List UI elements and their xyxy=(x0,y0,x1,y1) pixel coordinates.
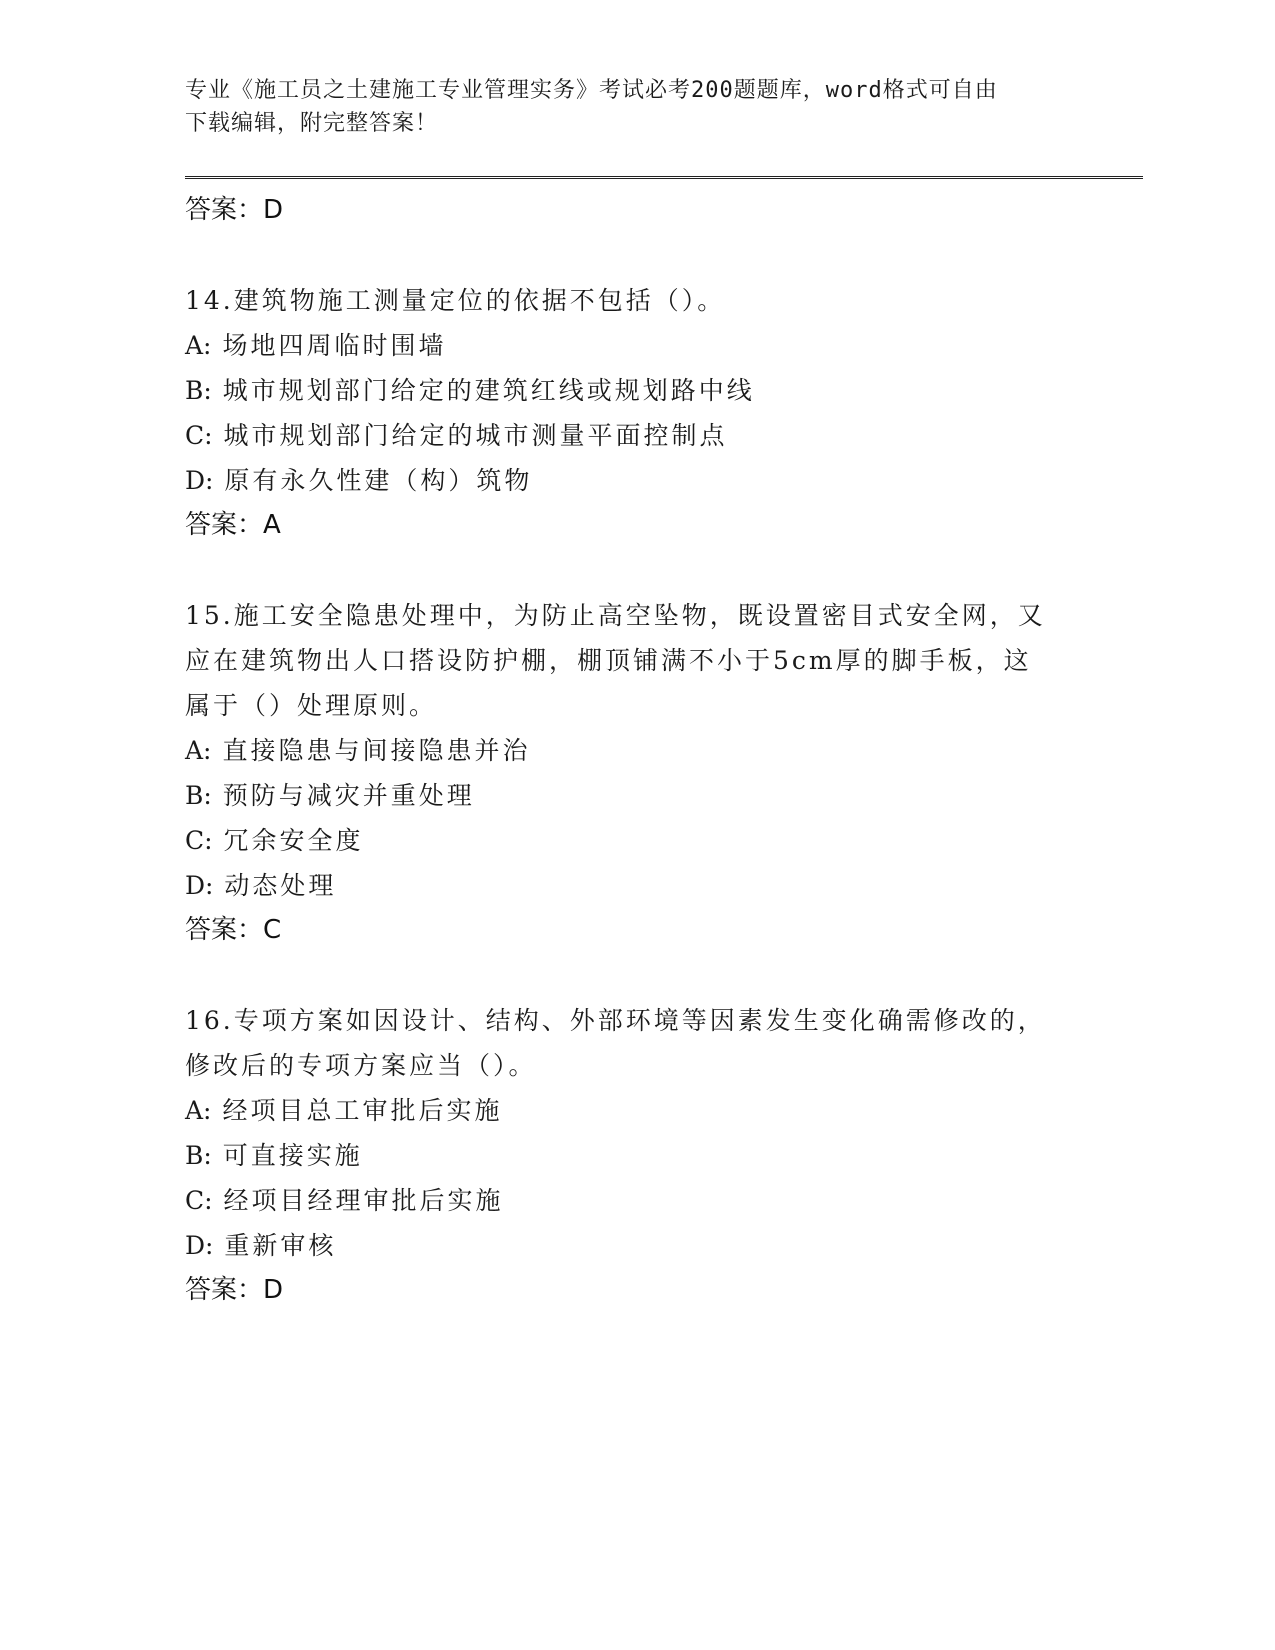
option-key: C: xyxy=(185,826,213,855)
option-b xyxy=(185,368,1085,413)
option-text: 重新审核 xyxy=(224,1231,337,1260)
option-key: D: xyxy=(185,466,214,495)
page-header xyxy=(185,74,1065,140)
option-c xyxy=(185,1178,1085,1223)
question-stem-line: 应在建筑物出人口搭设防护棚，棚顶铺满不小于5cm厚的脚手板，这 xyxy=(185,646,1032,675)
option-text: 原有永久性建（构）筑物 xyxy=(224,466,533,495)
option-b xyxy=(185,773,1085,818)
question-14 xyxy=(185,278,1085,547)
option-d xyxy=(185,1223,1085,1268)
question-stem-line: 15.施工安全隐患处理中，为防止高空坠物，既设置密目式安全网，又 xyxy=(185,601,1046,630)
option-text: 经项目经理审批后实施 xyxy=(223,1186,504,1215)
option-c xyxy=(185,413,1085,458)
question-stem-line: 14.建筑物施工测量定位的依据不包括（）。 xyxy=(185,286,726,315)
option-text: 直接隐患与间接隐患并治 xyxy=(222,736,531,765)
answer-15: 答案：C xyxy=(185,915,282,945)
option-b xyxy=(185,1133,1085,1178)
header-line-1: 专业《施工员之土建施工专业管理实务》考试必考200题题库，word格式可自由 xyxy=(185,78,998,103)
option-text: 城市规划部门给定的建筑红线或规划路中线 xyxy=(222,376,755,405)
question-stem-line: 16.专项方案如因设计、结构、外部环境等因素发生变化确需修改的， xyxy=(185,1006,1046,1035)
option-c xyxy=(185,818,1085,863)
option-key: B: xyxy=(185,781,212,810)
option-key: A: xyxy=(185,331,212,360)
answer-13: 答案：D xyxy=(185,195,284,225)
answer-14: 答案：A xyxy=(185,510,281,540)
question-stem-line: 修改后的专项方案应当（）。 xyxy=(185,1051,537,1080)
question-stem-line: 属于（）处理原则。 xyxy=(185,691,438,720)
option-d xyxy=(185,458,1085,503)
document-body xyxy=(185,188,1085,1312)
option-key: D: xyxy=(185,871,214,900)
option-key: C: xyxy=(185,1186,213,1215)
option-key: A: xyxy=(185,1096,212,1125)
option-a xyxy=(185,728,1085,773)
option-d xyxy=(185,863,1085,908)
option-a xyxy=(185,323,1085,368)
option-text: 经项目总工审批后实施 xyxy=(222,1096,503,1125)
question-16 xyxy=(185,998,1085,1312)
question-stem xyxy=(185,593,1085,728)
option-text: 可直接实施 xyxy=(222,1141,363,1170)
option-text: 动态处理 xyxy=(224,871,337,900)
header-divider xyxy=(185,176,1143,179)
question-15 xyxy=(185,593,1085,952)
option-a xyxy=(185,1088,1085,1133)
question-stem xyxy=(185,278,1085,323)
option-text: 预防与减灾并重处理 xyxy=(222,781,475,810)
option-key: D: xyxy=(185,1231,214,1260)
option-key: B: xyxy=(185,376,212,405)
option-text: 城市规划部门给定的城市测量平面控制点 xyxy=(223,421,728,450)
answer-16: 答案：D xyxy=(185,1275,284,1305)
option-key: B: xyxy=(185,1141,212,1170)
option-text: 冗余安全度 xyxy=(223,826,364,855)
option-key: C: xyxy=(185,421,213,450)
option-key: A: xyxy=(185,736,212,765)
option-text: 场地四周临时围墙 xyxy=(222,331,447,360)
question-stem xyxy=(185,998,1085,1088)
header-line-2: 下载编辑，附完整答案！ xyxy=(185,111,439,136)
